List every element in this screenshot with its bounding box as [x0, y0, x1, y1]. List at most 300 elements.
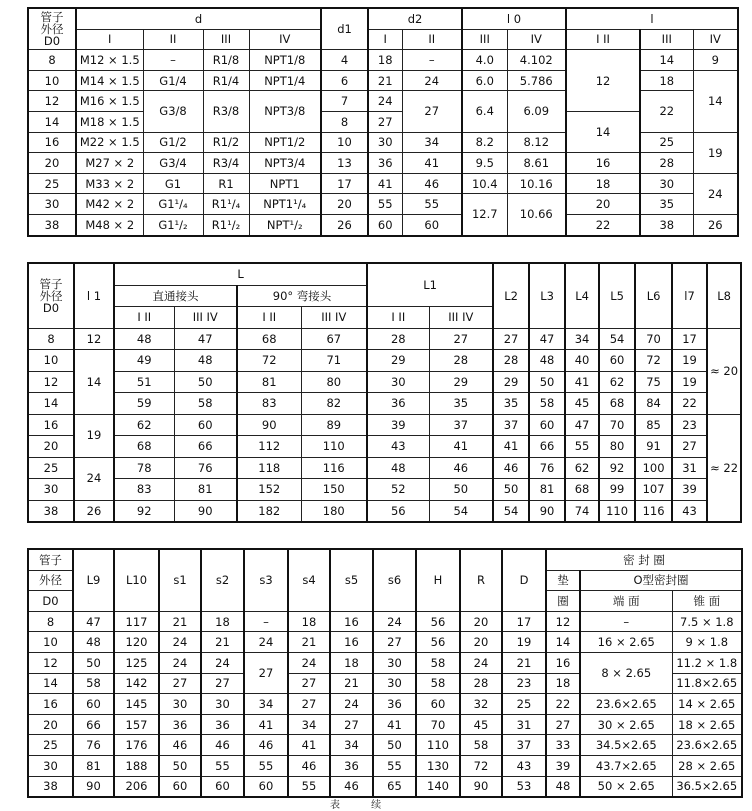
table-cell: M12 × 1.5 — [76, 50, 143, 71]
table-cell: 30 — [373, 673, 416, 694]
table-cell: 4.102 — [507, 50, 566, 71]
table-cell: 60 — [368, 214, 402, 235]
table-cell: 60 — [529, 414, 565, 436]
table-cell: 60 — [73, 694, 114, 715]
table-cell: 32 — [460, 694, 502, 715]
table-cell: 14 × 2.65 — [672, 694, 742, 715]
table-cell: 22 — [546, 694, 580, 715]
table-cell: 27 — [373, 632, 416, 653]
col-s2-header: s2 — [201, 549, 244, 611]
col-s4-header: s4 — [288, 549, 330, 611]
table-cell: 39 — [672, 479, 707, 501]
table-cell: 6 — [321, 70, 368, 91]
table-cell: 81 — [237, 371, 301, 393]
table-cell: 72 — [237, 350, 301, 372]
table-cell: M16 × 1.5 — [76, 91, 143, 112]
table-cell: 81 — [529, 479, 565, 501]
table-cell: 27 — [288, 694, 330, 715]
table-cell: 24 — [159, 632, 201, 653]
table-cell: 18 — [288, 611, 330, 632]
gasket-header: 圈 — [546, 591, 580, 612]
table-cell: 58 — [460, 735, 502, 756]
table-cell: 58 — [73, 673, 114, 694]
pipe-od-cell: 8 — [28, 611, 73, 632]
table-cell: 11.2 × 1.8 — [672, 652, 742, 673]
table-cell: 62 — [114, 414, 174, 436]
pipe-od-cell: 20 — [28, 436, 74, 458]
pipe-od-cell: 10 — [28, 350, 74, 372]
table-cell: 50 — [493, 479, 529, 501]
pipe-od-header: 管子 外径 D0 — [28, 263, 74, 328]
table-cell: 24 — [288, 652, 330, 673]
table-cell: 55 — [288, 776, 330, 797]
table-cell: R1¹/₄ — [203, 194, 249, 215]
table-cell: 12 — [566, 50, 640, 112]
table-row — [28, 479, 741, 501]
table-cell: 16 — [330, 611, 373, 632]
table-cell: 80 — [301, 371, 367, 393]
table-cell: 29 — [367, 350, 429, 372]
table-cell: 27 — [288, 673, 330, 694]
table-cell: 58 — [416, 652, 460, 673]
col-s5-header: s5 — [330, 549, 373, 611]
table-cell: 76 — [174, 457, 237, 479]
table-cell: 24 — [373, 611, 416, 632]
table-cell: 21 — [330, 673, 373, 694]
pipe-od-header: 外径 — [28, 570, 73, 591]
pipe-od-cell: 20 — [28, 153, 76, 174]
table-cell: 48 — [367, 457, 429, 479]
table-cell: 56 — [416, 611, 460, 632]
col-L2-header: L2 — [493, 263, 529, 328]
col-l-header: l — [566, 8, 738, 29]
table-caption: 表 续 — [330, 800, 396, 811]
table-cell: G1/2 — [143, 132, 203, 153]
table-cell: 188 — [114, 755, 159, 776]
table-row — [28, 776, 742, 797]
table-cell: 45 — [565, 393, 599, 415]
table-cell: 27 — [672, 436, 707, 458]
table-row — [28, 50, 738, 71]
table-cell: 52 — [367, 479, 429, 501]
table-cell: 8 — [321, 111, 368, 132]
table-cell: 8.12 — [507, 132, 566, 153]
table-cell: 90 — [237, 414, 301, 436]
table-cell: 24 — [368, 91, 402, 112]
dimension-table-3 — [27, 548, 743, 798]
table-cell: 31 — [672, 457, 707, 479]
seal-ring-header: 密 封 圈 — [546, 549, 742, 570]
pipe-od-cell: 8 — [28, 328, 74, 350]
table-cell: 34.5×2.65 — [580, 735, 672, 756]
pipe-od-cell: 38 — [28, 776, 73, 797]
table-cell: 34 — [288, 714, 330, 735]
table-cell: 72 — [635, 350, 672, 372]
table-cell: 36 — [368, 153, 402, 174]
table-cell: 99 — [599, 479, 635, 501]
table-cell: 28 × 2.65 — [672, 755, 742, 776]
table-cell: 110 — [416, 735, 460, 756]
table-cell: 10.16 — [507, 173, 566, 194]
table-cell: 72 — [460, 755, 502, 776]
table-row — [28, 500, 741, 522]
table-cell: 120 — [114, 632, 159, 653]
table-cell: 56 — [367, 500, 429, 522]
sub-header: I II — [114, 307, 174, 329]
table-cell: 29 — [429, 371, 493, 393]
table-cell: 65 — [373, 776, 416, 797]
table-cell: 89 — [301, 414, 367, 436]
table-cell: 27 — [429, 328, 493, 350]
table-cell: 18 — [330, 652, 373, 673]
table-cell: 56 — [416, 632, 460, 653]
col-d1-header: d1 — [321, 8, 368, 50]
table-cell: 55 — [368, 194, 402, 215]
table-row — [28, 153, 738, 174]
table-cell: 9.5 — [462, 153, 507, 174]
table-cell: 36 — [201, 714, 244, 735]
table-row — [28, 611, 742, 632]
table-cell: 49 — [114, 350, 174, 372]
table-cell: 84 — [635, 393, 672, 415]
table-cell: 46 — [402, 173, 462, 194]
table-cell: 41 — [244, 714, 288, 735]
table-cell: 34 — [402, 132, 462, 153]
table-cell: 157 — [114, 714, 159, 735]
table-cell: 110 — [599, 500, 635, 522]
pipe-od-cell: 20 — [28, 714, 73, 735]
table-cell: 24 — [201, 652, 244, 673]
table-cell: 58 — [416, 673, 460, 694]
table-cell: 71 — [301, 350, 367, 372]
table-cell: 59 — [114, 393, 174, 415]
table-cell: 30 — [373, 652, 416, 673]
table-cell: NPT1/2 — [249, 132, 321, 153]
table-cell: 41 — [493, 436, 529, 458]
table-row — [28, 111, 738, 132]
table-cell: 11.8×2.65 — [672, 673, 742, 694]
table-cell: 50 — [373, 735, 416, 756]
table-cell: 130 — [416, 755, 460, 776]
table-cell: 21 — [159, 611, 201, 632]
table-cell: 68 — [565, 479, 599, 501]
table-cell: 90 — [460, 776, 502, 797]
pipe-od-cell: 16 — [28, 132, 76, 153]
table-cell: 23.6×2.65 — [580, 694, 672, 715]
table-row — [28, 393, 741, 415]
table-cell: 83 — [114, 479, 174, 501]
table-cell: 47 — [73, 611, 114, 632]
table-cell: 41 — [373, 714, 416, 735]
table-cell: 16 — [546, 652, 580, 673]
pipe-od-cell: 30 — [28, 479, 74, 501]
table-cell: 31 — [502, 714, 546, 735]
table-cell: 27 — [330, 714, 373, 735]
table-cell: 46 — [244, 735, 288, 756]
table-cell: G3/8 — [143, 91, 203, 132]
table-cell: 26 — [321, 214, 368, 235]
table-cell: 25 — [502, 694, 546, 715]
table-cell: 33 — [546, 735, 580, 756]
table-cell: 19 — [672, 371, 707, 393]
table-cell: 26 — [74, 500, 114, 522]
table-cell: M14 × 1.5 — [76, 70, 143, 91]
table-cell: 24 — [460, 652, 502, 673]
table-cell: 74 — [565, 500, 599, 522]
col-L8-header: L8 — [707, 263, 741, 328]
dimension-table-2 — [27, 262, 742, 523]
table-cell: 54 — [599, 328, 635, 350]
table-cell: 112 — [237, 436, 301, 458]
table-cell: 80 — [599, 436, 635, 458]
col-l0-header: l 0 — [462, 8, 566, 29]
table-cell: 20 — [566, 194, 640, 215]
table-cell: 48 — [546, 776, 580, 797]
table-cell: 35 — [429, 393, 493, 415]
table-cell: 29 — [493, 371, 529, 393]
table-cell: 36 — [159, 714, 201, 735]
table-cell: 21 — [201, 632, 244, 653]
table-cell: 46 — [493, 457, 529, 479]
col-l1-header: l 1 — [74, 263, 114, 328]
table-cell: 27 — [201, 673, 244, 694]
table-cell: NPT1 — [249, 173, 321, 194]
table-cell: 24 — [74, 457, 114, 500]
col-d2-header: d2 — [368, 8, 462, 29]
table-cell: 38 — [640, 214, 693, 235]
gasket-header: 垫 — [546, 570, 580, 591]
col-s6-header: s6 — [373, 549, 416, 611]
table-cell: 14 — [640, 50, 693, 71]
table-cell: 30 — [201, 694, 244, 715]
table-cell: 21 — [368, 70, 402, 91]
table-cell: ≈ 22 — [707, 414, 741, 522]
col-L3-header: L3 — [529, 263, 565, 328]
table-cell: NPT1¹/₄ — [249, 194, 321, 215]
table-cell: 39 — [546, 755, 580, 776]
table-cell: G1 — [143, 173, 203, 194]
table-cell: 14 — [546, 632, 580, 653]
table-cell: 18 — [640, 70, 693, 91]
table-cell: 24 — [402, 70, 462, 91]
sub-header: IV — [249, 29, 321, 50]
table-cell: 68 — [599, 393, 635, 415]
table-cell: 8.61 — [507, 153, 566, 174]
table-cell: 30 — [368, 132, 402, 153]
table-cell: 12.7 — [462, 194, 507, 236]
table-cell: 66 — [73, 714, 114, 735]
table-cell: 75 — [635, 371, 672, 393]
table-cell: 145 — [114, 694, 159, 715]
table-cell: M18 × 1.5 — [76, 111, 143, 132]
table-cell: 50 — [529, 371, 565, 393]
pipe-od-cell: 16 — [28, 694, 73, 715]
table-cell: R1/4 — [203, 70, 249, 91]
table-cell: 10.4 — [462, 173, 507, 194]
table-cell: R1¹/₂ — [203, 214, 249, 235]
table-cell: 17 — [321, 173, 368, 194]
pipe-od-cell: 38 — [28, 214, 76, 235]
pipe-od-cell: 14 — [28, 393, 74, 415]
table-cell: 18 — [546, 673, 580, 694]
table-cell: 50 × 2.65 — [580, 776, 672, 797]
table-cell: 62 — [599, 371, 635, 393]
table-cell: 70 — [635, 328, 672, 350]
sub-header: IV — [507, 29, 566, 50]
table-cell: 60 — [599, 350, 635, 372]
table-cell: 35 — [493, 393, 529, 415]
table-cell: 27 — [244, 652, 288, 693]
table-cell: 60 — [174, 414, 237, 436]
col-H-header: H — [416, 549, 460, 611]
pipe-od-cell: 25 — [28, 735, 73, 756]
pipe-od-cell: 10 — [28, 632, 73, 653]
table-cell: 17 — [672, 328, 707, 350]
table-cell: 10 — [321, 132, 368, 153]
table-cell: 55 — [402, 194, 462, 215]
table-cell: 41 — [429, 436, 493, 458]
table-row — [28, 214, 738, 235]
table-row — [28, 714, 742, 735]
sub-header: I — [368, 29, 402, 50]
table-cell: 48 — [174, 350, 237, 372]
table-cell: 46 — [429, 457, 493, 479]
table-cell: 18 — [566, 173, 640, 194]
table-cell: 30 — [367, 371, 429, 393]
table-row — [28, 173, 738, 194]
pipe-od-header: 管子 — [28, 549, 73, 570]
table-cell: G1/4 — [143, 70, 203, 91]
sub-header: IV — [693, 29, 738, 50]
table-cell: 43 — [672, 500, 707, 522]
col-D-header: D — [502, 549, 546, 611]
table-cell: M42 × 2 — [76, 194, 143, 215]
table-cell: 37 — [502, 735, 546, 756]
table-cell: 37 — [429, 414, 493, 436]
table-cell: 76 — [529, 457, 565, 479]
pipe-od-cell: 10 — [28, 70, 76, 91]
table-cell: 25 — [640, 132, 693, 153]
table-cell: 21 — [288, 632, 330, 653]
table-cell: 7 — [321, 91, 368, 112]
table-cell: 46 — [288, 755, 330, 776]
sub-header: I — [76, 29, 143, 50]
table-cell: 118 — [237, 457, 301, 479]
table-cell: 48 — [73, 632, 114, 653]
table-cell: 140 — [416, 776, 460, 797]
table-cell: NPT1/8 — [249, 50, 321, 71]
table-cell: 28 — [493, 350, 529, 372]
table-cell: 107 — [635, 479, 672, 501]
table-cell: 68 — [237, 328, 301, 350]
pipe-od-cell: 12 — [28, 371, 74, 393]
table-cell: 16 — [566, 153, 640, 174]
sub-header: I II — [566, 29, 640, 50]
table-cell: 34 — [330, 735, 373, 756]
table-cell: 41 — [565, 371, 599, 393]
col-L10-header: L10 — [114, 549, 159, 611]
table-cell: 48 — [114, 328, 174, 350]
table-cell: 20 — [460, 611, 502, 632]
table-cell: 27 — [402, 91, 462, 132]
col-d-header: d — [76, 8, 321, 29]
sub-header: II — [402, 29, 462, 50]
table-cell: 41 — [288, 735, 330, 756]
table-cell: 60 — [402, 214, 462, 235]
table-cell: 14 — [74, 350, 114, 415]
table-cell: – — [143, 50, 203, 71]
table-cell: 34 — [565, 328, 599, 350]
table-cell: 54 — [429, 500, 493, 522]
sub-header: III — [203, 29, 249, 50]
table-cell: G1¹/₂ — [143, 214, 203, 235]
table-cell: 110 — [301, 436, 367, 458]
table-cell: R1 — [203, 173, 249, 194]
table-cell: 28 — [460, 673, 502, 694]
table-cell: 18 × 2.65 — [672, 714, 742, 735]
table-cell: 37 — [493, 414, 529, 436]
table-cell: M27 × 2 — [76, 153, 143, 174]
table-cell: 9 — [693, 50, 738, 71]
table-row — [28, 371, 741, 393]
table-cell: 19 — [502, 632, 546, 653]
table-cell: 60 — [416, 694, 460, 715]
table-cell: 47 — [529, 328, 565, 350]
table-cell: 41 — [368, 173, 402, 194]
table-row — [28, 632, 742, 653]
table-cell: 41 — [402, 153, 462, 174]
table-cell: 14 — [566, 111, 640, 152]
elbow-joint-header: 90° 弯接头 — [237, 285, 367, 307]
table-cell: – — [402, 50, 462, 71]
oring-header: O型密封圈 — [580, 570, 742, 591]
table-cell: 36.5×2.65 — [672, 776, 742, 797]
straight-joint-header: 直通接头 — [114, 285, 237, 307]
table-cell: 48 — [529, 350, 565, 372]
table-cell: 23 — [502, 673, 546, 694]
table-row — [28, 328, 741, 350]
table-cell: 24 — [159, 652, 201, 673]
col-s1-header: s1 — [159, 549, 201, 611]
table-cell: 60 — [244, 776, 288, 797]
table-cell: 92 — [599, 457, 635, 479]
table-cell: 47 — [174, 328, 237, 350]
table-cell: NPT3/4 — [249, 153, 321, 174]
table-cell: 176 — [114, 735, 159, 756]
table-cell: 45 — [460, 714, 502, 735]
table-cell: 76 — [73, 735, 114, 756]
table-cell: 47 — [565, 414, 599, 436]
table-cell: 117 — [114, 611, 159, 632]
pipe-od-header: 管子 外径 D0 — [28, 8, 76, 50]
table-cell: M48 × 2 — [76, 214, 143, 235]
table-cell: 22 — [640, 91, 693, 132]
table-cell: 19 — [672, 350, 707, 372]
table-row — [28, 414, 741, 436]
sub-header: III — [640, 29, 693, 50]
table-cell: 82 — [301, 393, 367, 415]
table-cell: 91 — [635, 436, 672, 458]
table-cell: 24 — [693, 173, 738, 214]
table-cell: 90 — [174, 500, 237, 522]
table-cell: 90 — [529, 500, 565, 522]
table-cell: 10.66 — [507, 194, 566, 236]
table-cell: 43 — [367, 436, 429, 458]
pipe-od-cell: 30 — [28, 194, 76, 215]
table-cell: 53 — [502, 776, 546, 797]
table-cell: 152 — [237, 479, 301, 501]
table-cell: 46 — [201, 735, 244, 756]
